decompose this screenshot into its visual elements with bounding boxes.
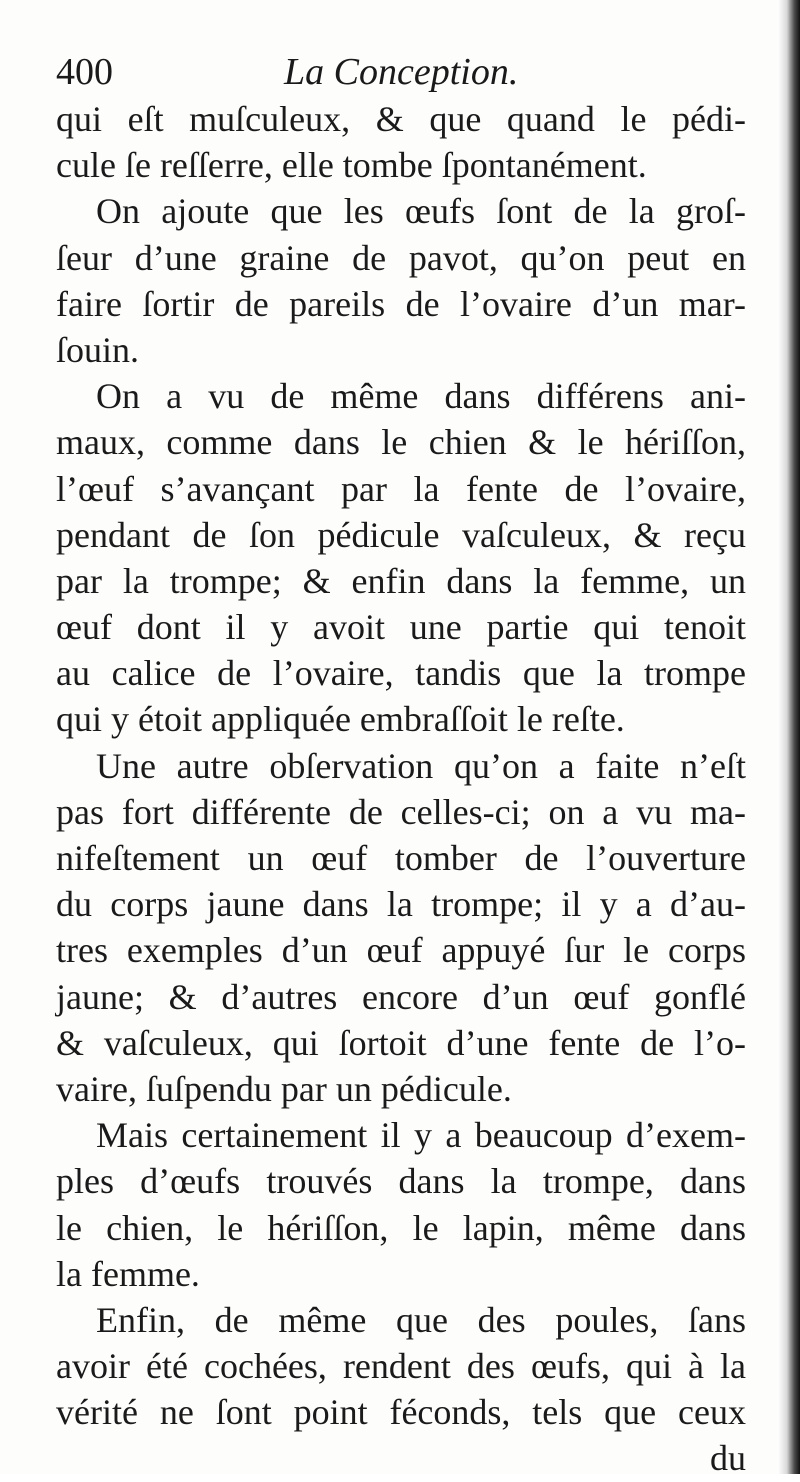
body-text — [56, 96, 746, 1482]
text-line: tres exemples d’un œuf appuyé ſur le corps — [56, 930, 746, 971]
catchword: du — [710, 1438, 746, 1479]
text-line: la femme. — [56, 1253, 200, 1294]
text-line: jaune; & d’autres encore d’un œuf gonflé — [56, 976, 746, 1017]
text-line: vérité ne ſont point féconds, tels que ceux — [56, 1392, 746, 1433]
text-line: Mais certainement il y a beaucoup d’exem- — [96, 1115, 746, 1156]
text-line: vaire, ſuſpendu par un pédicule. — [56, 1068, 512, 1109]
text-line: On ajoute que les œufs ſont de la groſ- — [96, 191, 746, 232]
text-line: cule ſe reſſerre, elle tombe ſpontanément. — [56, 145, 647, 186]
text-line: avoir été cochées, rendent des œufs, qui à la — [56, 1346, 746, 1387]
text-line: l’œuf s’avançant par la fente de l’ovaire, — [56, 468, 746, 509]
text-line: faire ſortir de pareils de l’ovaire d’un mar- — [56, 283, 746, 324]
text-line: qui eſt muſculeux, & que quand le pédi- — [56, 99, 746, 139]
text-line: œuf dont il y avoit une partie qui tenoit — [56, 607, 746, 648]
page-edge-shadow — [778, 0, 800, 1474]
running-title: La Conception. — [284, 51, 519, 93]
text-line: le chien, le hériſſon, le lapin, même dans — [56, 1207, 746, 1248]
text-line: ſouin. — [56, 329, 140, 370]
text-line: nifeſtement un œuf tomber de l’ouverture — [56, 838, 746, 878]
text-line: pendant de ſon pédicule vaſculeux, & reçu — [56, 514, 746, 555]
page-header — [56, 42, 756, 102]
text-line: Une autre obſervation qu’on a faite n’eſt — [96, 745, 746, 786]
text-line: par la trompe; & enfin dans la femme, un — [56, 560, 746, 601]
text-line: pas fort différente de celles-ci; on a vu ma- — [56, 791, 746, 832]
text-line: du corps jaune dans la trompe; il y a d’au- — [56, 884, 746, 925]
text-line: au calice de l’ovaire, tandis que la trompe — [56, 653, 746, 694]
text-line: Enfin, de même que des poules, ſans — [96, 1299, 746, 1340]
text-line: & vaſculeux, qui ſortoit d’une fente de l’o- — [56, 1022, 746, 1063]
text-line: ples d’œufs trouvés dans la trompe, dans — [56, 1161, 746, 1202]
text-line: maux, comme dans le chien & le hériſſon, — [56, 422, 746, 463]
text-line: qui y étoit appliquée embraſſoit le reſte. — [56, 699, 625, 740]
text-line: On a vu de même dans différens ani- — [96, 376, 746, 417]
text-line: ſeur d’une graine de pavot, qu’on peut en — [56, 237, 746, 278]
page-number: 400 — [56, 51, 113, 93]
